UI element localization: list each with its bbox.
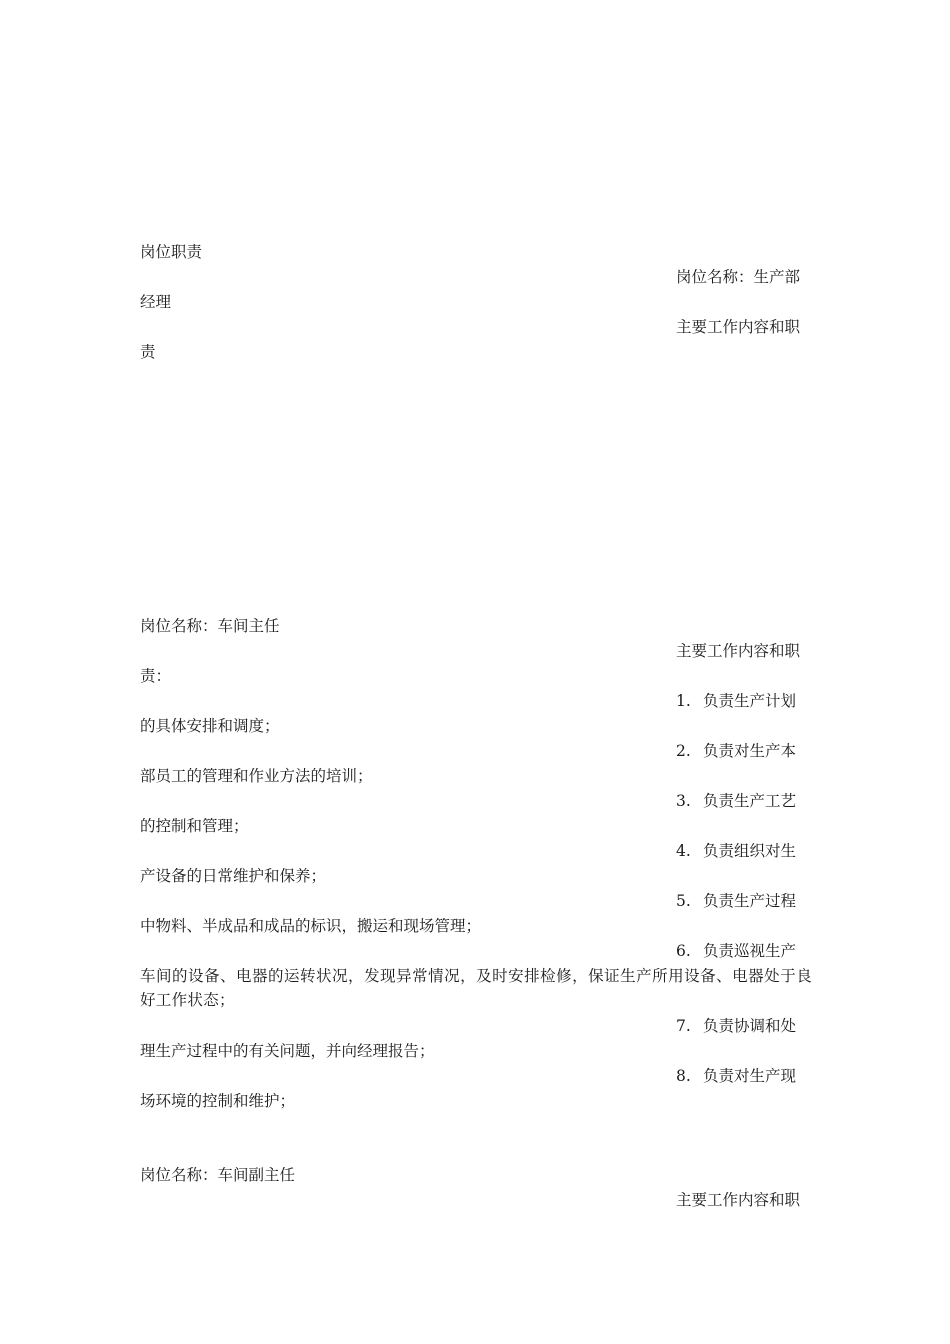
- duty-item-head: 5. 负责生产过程: [676, 892, 797, 910]
- duty-item-number: 8.: [676, 1067, 691, 1085]
- duty-item-number: 4.: [676, 842, 691, 860]
- duties-heading-continued: 责: [140, 343, 156, 361]
- duty-item-tail: 部员工的管理和作业方法的培训；: [140, 767, 373, 785]
- position-name-label: 岗位名称：生产部: [676, 268, 801, 286]
- duty-item-head: 3. 负责生产工艺: [676, 792, 797, 810]
- duty-item-tail: 车间的设备、电器的运转状况，发现异常情况，及时安排检修，保证生产所用设备、电器处于良好工作状态；: [140, 967, 812, 1009]
- position-name-label: 岗位名称：车间主任: [140, 617, 280, 635]
- duty-item-head: 6. 负责巡视生产: [676, 942, 797, 960]
- duty-item-head: 4. 负责组织对生: [676, 842, 797, 860]
- duty-item-number: 2.: [676, 742, 691, 760]
- section-title: 岗位职责: [140, 243, 203, 261]
- duty-item-head: 1. 负责生产计划: [676, 692, 797, 710]
- duty-item-number: 1.: [676, 692, 691, 710]
- duty-item-head: 2. 负责对生产本: [676, 742, 797, 760]
- position-name-label: 岗位名称：车间副主任: [140, 1166, 296, 1184]
- duty-item-tail: 中物料、半成品和成品的标识，搬运和现场管理；: [140, 917, 482, 935]
- duty-item-number: 5.: [676, 892, 691, 910]
- duties-heading: 主要工作内容和职: [676, 318, 801, 336]
- duties-heading: 主要工作内容和职: [676, 1191, 801, 1209]
- duties-heading: 主要工作内容和职: [676, 642, 801, 660]
- duties-heading-continued: 责：: [140, 667, 172, 685]
- duty-item-number: 3.: [676, 792, 691, 810]
- duty-item-tail: 的具体安排和调度；: [140, 717, 280, 735]
- position-name-continued: 经理: [140, 293, 172, 311]
- duty-item-head: 7. 负责协调和处: [676, 1017, 797, 1035]
- duty-item-tail: 产设备的日常维护和保养；: [140, 867, 327, 885]
- duty-item-number: 6.: [676, 942, 691, 960]
- duty-item-number: 7.: [676, 1017, 691, 1035]
- duty-item-tail: 理生产过程中的有关问题，并向经理报告；: [140, 1042, 435, 1060]
- duty-item-tail: 的控制和管理；: [140, 817, 249, 835]
- duty-item-head: 8. 负责对生产现: [676, 1067, 797, 1085]
- duty-item-tail: 场环境的控制和维护；: [140, 1092, 296, 1110]
